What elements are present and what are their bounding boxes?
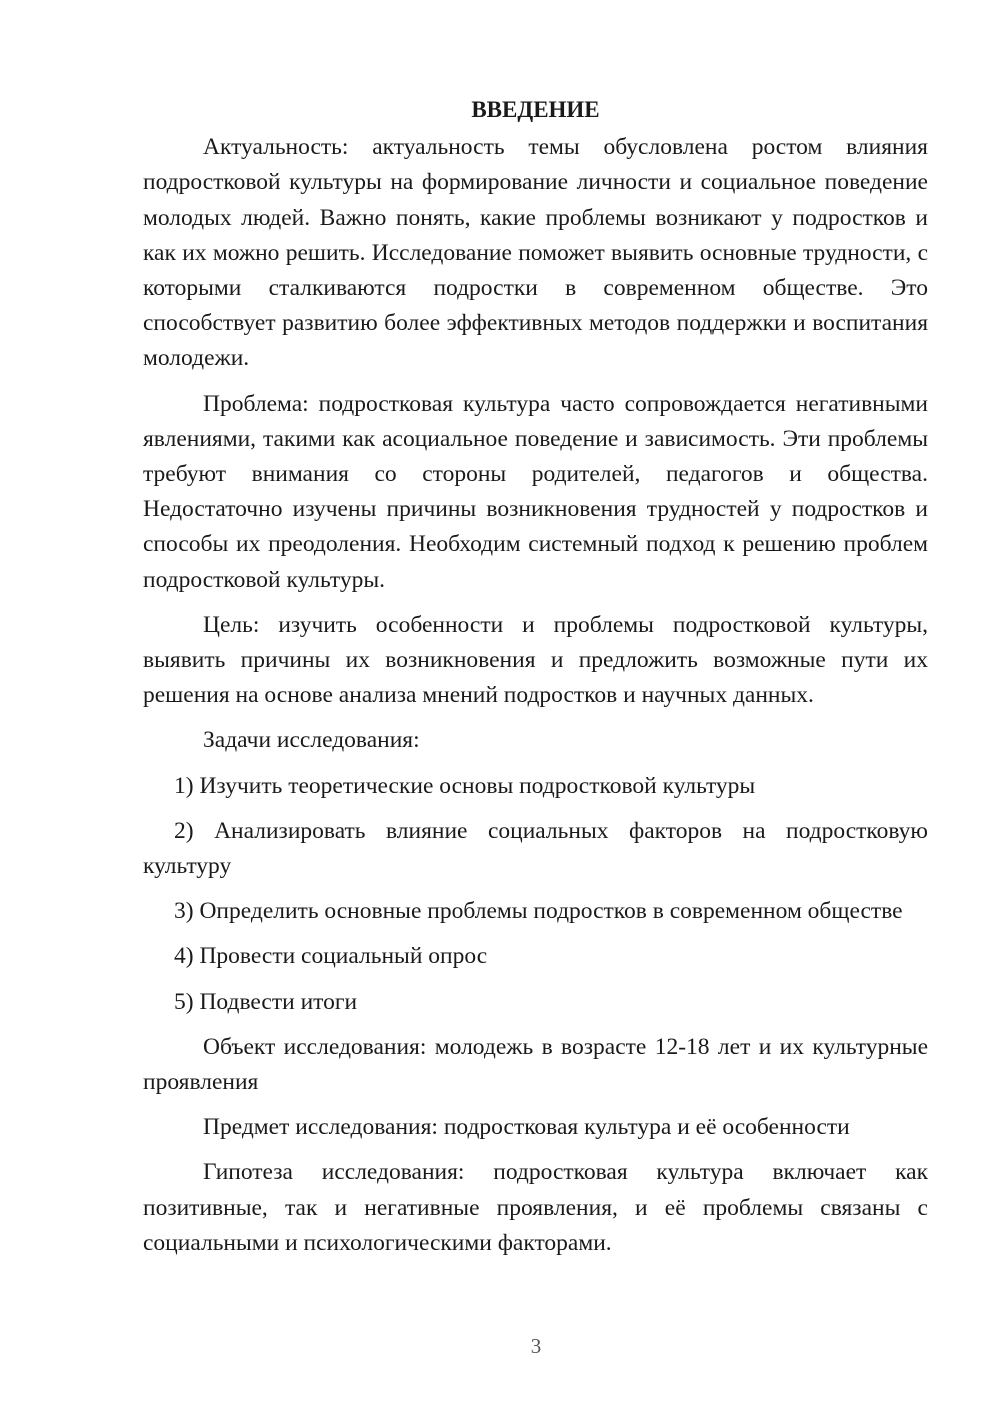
paragraph-subject: Предмет исследования: подростковая культура и её особенности	[203, 1114, 850, 1141]
task-item-1: 1) Изучить теоретические основы подростковой культуры	[174, 772, 756, 799]
task-item-5: 5) Подвести итоги	[174, 988, 358, 1015]
paragraph-hypothesis: Гипотеза исследования: подростковая культура включает как позитивные, так и негативные проявления, и её проблемы связаны с социальными и психологическими факторами.	[143, 1159, 928, 1256]
paragraph-relevance: Актуальность: актуальность темы обусловлена ростом влияния подростковой культуры на формирование личности и социальное поведение молодых людей. Важно понять, какие проблемы возникают у подростков и как их можно решить. Исследование поможет выявить основные трудности, с которыми сталкиваются подростки в современном обществе. Это способствует развитию более эффективных методов поддержки и воспитания молодежи.	[143, 134, 928, 372]
section-heading: ВВЕДЕНИЕ	[471, 97, 600, 122]
task-item-3: 3) Определить основные проблемы подростков в современном обществе	[174, 898, 903, 925]
paragraph-goal: Цель: изучить особенности и проблемы подростковой культуры, выявить причины их возникновения и предложить возможные пути их решения на основе анализа мнений подростков и научных данных.	[143, 611, 928, 709]
page-number: 3	[530, 1334, 542, 1358]
paragraph-problem: Проблема: подростковая культура часто сопровождается негативными явлениями, такими как асоциальное поведение и зависимость. Эти проблемы требуют внимания со стороны родителей, педагогов и общества. Недостаточно изучены причины возникновения трудностей у подростков и способы их преодоления. Необходим системный подход к решению проблем подростковой культуры.	[143, 390, 928, 593]
tasks-title: Задачи исследования:	[203, 727, 420, 754]
task-item-4: 4) Провести социальный опрос	[174, 943, 488, 970]
document-page	[143, 92, 928, 1271]
paragraph-object: Объект исследования: молодежь в возрасте 12-18 лет и их культурные проявления	[143, 1033, 928, 1096]
task-item-2: 2) Анализировать влияние социальных факторов на подростковую культуру	[143, 817, 928, 880]
